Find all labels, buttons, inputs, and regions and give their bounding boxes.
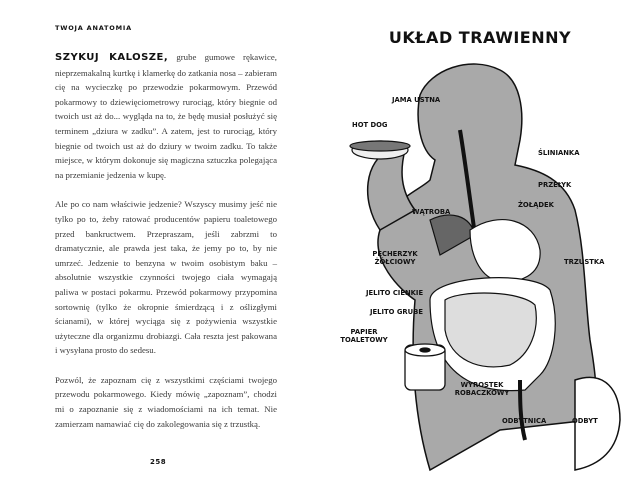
label-rectum: ODBYTNICA: [502, 417, 547, 425]
running-header: TWOJA ANATOMIA: [55, 24, 132, 32]
label-toilet-paper: PAPIER TOALETOWY: [340, 328, 388, 344]
label-salivary-gland: ŚLINIANKA: [538, 149, 580, 157]
hot-dog-icon: [350, 141, 410, 159]
right-page: [320, 0, 640, 490]
label-esophagus: PRZEŁYK: [538, 181, 572, 189]
label-stomach: ŻOŁĄDEK: [518, 201, 554, 209]
body-text: [55, 50, 277, 446]
page-number: 258: [150, 458, 167, 466]
small-intestine: [445, 293, 536, 367]
paragraph-lead: SZYKUJ KALOSZE,: [55, 52, 169, 63]
label-pancreas: TRZUSTKA: [564, 258, 605, 266]
label-large-intestine: JELITO GRUBE: [370, 308, 423, 316]
label-liver: WĄTROBA: [412, 208, 451, 216]
paragraph-1: [55, 50, 277, 182]
label-small-intestine: JELITO CIENKIE: [366, 289, 424, 297]
paragraph-text: grube gumowe rękawice, nieprzemakalną kurtkę i klamerkę do zatkania nosa – zabieram cię na wycieczkę po przewodzie pokarmowym. Przewód pokarmowy to dziewięciometrowy rurociąg, który biegnie od twoich ust aż do... wygląda na to, że będę musiał posłużyć się terminem „dziura w zadku”. A zatem, jest to rurociąg, który biegnie od twoich ust aż do dziury w twoim zadku. To także miejsce, w którym dokonuje się magiczna sztuczka polegająca na przemianie jedzenia w kupę.: [55, 52, 277, 180]
paragraph-3: Pozwól, że zapoznam cię z wszystkimi częściami twojego przewodu pokarmowego. Kiedy mówię „zapoznam”, chodzi mi o zapoznanie się z wiadomościami na ich temat. Nie zamierzam namawiać cię do zakolegowania się z trzustką.: [55, 374, 277, 429]
label-anus: ODBYT: [572, 417, 598, 425]
label-gallbladder: PĘCHERZYK ŻÓŁCIOWY: [372, 250, 418, 266]
label-hot-dog: HOT DOG: [352, 121, 388, 129]
label-mouth: JAMA USTNA: [392, 96, 441, 104]
label-appendix: WYROSTEK ROBACZKOWY: [454, 381, 510, 397]
paragraph-2: Ale po co nam właściwie jedzenie? Wszyscy musimy jeść nie tylko po to, żeby ratować producentów papieru toaletowego przed bankructwem. Przepraszam, jeśli zabrzmi to dramatycznie, ale prawda jest taka, że jemy po to, by nie umrzeć. Jedzenie to benzyna w twoim osobistym baku – absolutnie wszystkie czynności twojego ciała wymagają paliwa w postaci pokarmu. Przewód pokarmowy przypomina sortownię (tylko że okropnie śmierdzącą i z oślizgłymi ścianami), w której wyciąga się z pożywienia wszystkie użyteczne dla organizmu drobiazgi. Cała reszta jest pakowana i wysyłana prosto do sedesu.: [55, 199, 277, 356]
toilet-paper-icon: [405, 344, 445, 390]
illustration-title: UKŁAD TRAWIENNY: [388, 28, 572, 47]
